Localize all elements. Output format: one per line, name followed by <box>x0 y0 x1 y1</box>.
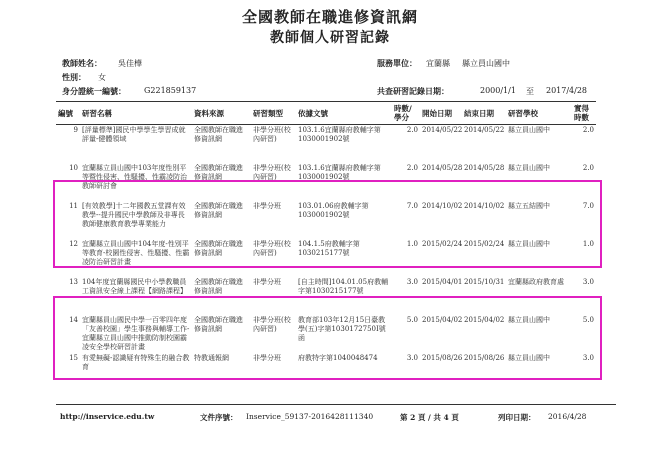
header-no: 編號 <box>56 102 80 125</box>
row-type: 非學分班(校內研習) <box>253 126 291 143</box>
row-hours: 3.0 <box>406 278 418 286</box>
table-row <box>56 201 596 239</box>
row-source: 全國教師在職進修資訊網 <box>194 240 243 257</box>
header-start: 開始日期 <box>420 102 462 125</box>
header-earned: 實得時數 <box>572 102 596 125</box>
row-school: 縣立員山國中 <box>508 126 550 134</box>
row-hours: 5.0 <box>406 316 418 324</box>
row-earned: 3.0 <box>582 278 594 286</box>
row-earned: 2.0 <box>582 126 594 134</box>
row-start: 2015/04/02 <box>422 316 463 324</box>
row-end: 2015/04/02 <box>464 316 505 324</box>
row-ref: [自主時間]104.01.05府教輔字第1030215177號 <box>298 278 389 295</box>
row-ref: 教育部103年12月15日臺教學(五)字第1030172750I號函 <box>298 316 386 342</box>
row-start: 2014/05/22 <box>422 126 463 134</box>
row-school: 縣立員山國中 <box>508 316 550 324</box>
training-record-table <box>56 101 596 391</box>
row-end: 2014/10/02 <box>464 202 505 210</box>
footer-url[interactable]: http://inservice.edu.tw <box>60 412 155 421</box>
row-source: 全國教師在職進修資訊網 <box>194 316 243 333</box>
row-school: 宜蘭縣政府教育處 <box>508 278 564 286</box>
row-earned: 1.0 <box>582 240 594 248</box>
row-start: 2014/05/28 <box>422 164 463 172</box>
doc-no-label: 文件序號： <box>200 413 238 422</box>
gender-label: 性別： <box>62 72 86 82</box>
row-name: [有效教學]十二年國教五堂課有效教學--提升國民中學教師及非專長教師健康教育教學專業能力 <box>82 202 186 228</box>
header-type: 研習類型 <box>251 102 296 125</box>
row-start: 2015/04/01 <box>422 278 463 286</box>
table-row <box>56 239 596 277</box>
row-name: 有愛無礙-認識疑有特殊生的融合教育 <box>82 354 190 371</box>
table-row <box>56 353 596 391</box>
row-hours: 1.0 <box>406 240 418 248</box>
row-start: 2014/10/02 <box>422 202 463 210</box>
period-to: 2017/4/28 <box>546 86 588 95</box>
row-type: 非學分班 <box>253 202 281 210</box>
row-earned: 2.0 <box>582 164 594 172</box>
row-school: 縣立員山國中 <box>508 164 550 172</box>
row-ref: 103.1.6宜蘭縣府教輔字第1030001902號 <box>298 164 381 181</box>
row-source: 全國教師在職進修資訊網 <box>194 164 243 181</box>
row-source: 全國教師在職進修資訊網 <box>194 278 243 295</box>
table-row <box>56 277 596 315</box>
row-no: 13 <box>69 278 78 286</box>
period-from: 2000/1/1 <box>480 86 516 95</box>
row-end: 2015/02/24 <box>464 240 505 248</box>
header-hours: 時數/學分 <box>392 102 420 125</box>
gender-value: 女 <box>98 73 106 82</box>
row-name: 104年度宜蘭縣國民中小學教職員工資訊安全線上課程【網路課程】 <box>82 278 187 295</box>
row-hours: 2.0 <box>406 164 418 172</box>
header-name: 研習名稱 <box>80 102 192 125</box>
row-ref: 府教特字第1040048474 <box>298 354 378 362</box>
row-end: 2014/05/22 <box>464 126 505 134</box>
row-end: 2015/10/31 <box>464 278 505 286</box>
id-value: G221859137 <box>144 86 197 95</box>
table-row <box>56 163 596 201</box>
row-school: 縣立員山國中 <box>508 240 550 248</box>
row-name: 宜蘭縣員山國民中學一百零四年度「友善校園」學生事務與輔導工作-宜蘭縣立員山國中推動防制校園霸凌安全學校研習計畫 <box>82 316 190 351</box>
row-earned: 5.0 <box>582 316 594 324</box>
row-ref: 103.1.6宜蘭縣府教輔字第1030001902號 <box>298 126 381 143</box>
row-start: 2015/02/24 <box>422 240 463 248</box>
teacher-name: 吳佳樺 <box>118 59 142 68</box>
row-no: 11 <box>69 202 78 210</box>
period-to-label: 至 <box>526 87 534 96</box>
table-header-row <box>56 102 596 125</box>
header-source: 資料來源 <box>192 102 251 125</box>
row-no: 9 <box>73 126 78 134</box>
row-name: [評量標準]國民中學學生學習成就評量-健體領域 <box>82 126 186 143</box>
row-ref: 104.1.5府教輔字第1030215177號 <box>298 240 360 257</box>
header-ref: 依據文號 <box>296 102 392 125</box>
unit-school: 縣立員山國中 <box>462 59 510 68</box>
id-label: 身分證統一編號： <box>62 86 126 96</box>
row-type: 非學分班(校內研習) <box>253 164 291 181</box>
print-date-label: 列印日期： <box>498 413 536 422</box>
print-date: 2016/4/28 <box>548 412 587 421</box>
row-end: 2014/05/28 <box>464 164 505 172</box>
row-earned: 7.0 <box>582 202 594 210</box>
row-school: 縣立員山國中 <box>508 354 550 362</box>
table-row <box>56 125 596 164</box>
unit-label: 服務單位： <box>377 58 417 68</box>
row-start: 2015/08/26 <box>422 354 463 362</box>
row-no: 14 <box>69 316 78 324</box>
doc-no: Inservice_59137-2016428111340 <box>246 412 374 421</box>
unit-county: 宜蘭縣 <box>426 59 450 68</box>
row-type: 非學分班 <box>253 278 281 286</box>
header-end: 結束日期 <box>462 102 506 125</box>
document-subtitle: 教師個人研習記錄 <box>270 30 390 46</box>
row-hours: 7.0 <box>406 202 418 210</box>
row-type: 非學分班 <box>253 354 281 362</box>
row-hours: 2.0 <box>406 126 418 134</box>
period-label: 共查研習記錄日期： <box>377 86 449 96</box>
row-name: 宜蘭縣立員山國中104年度-性別平等教育-校園性侵害、性騷擾、性霸凌防治研習計畫 <box>82 240 190 266</box>
row-no: 10 <box>69 164 78 172</box>
document-title: 全國教師在職進修資訊網 <box>241 8 418 26</box>
row-source: 全國教師在職進修資訊網 <box>194 126 243 143</box>
row-no: 15 <box>69 354 78 362</box>
row-source: 特教通報網 <box>194 354 229 362</box>
teacher-name-label: 教師姓名： <box>62 58 102 68</box>
row-school: 縣立五結國中 <box>508 202 550 210</box>
row-earned: 3.0 <box>582 354 594 362</box>
header-school: 研習學校 <box>506 102 572 125</box>
row-ref: 103.01.06府教輔字第1030001902號 <box>298 202 369 219</box>
row-type: 非學分班(校內研習) <box>253 240 291 257</box>
row-no: 12 <box>69 240 78 248</box>
row-source: 全國教師在職進修資訊網 <box>194 202 243 219</box>
row-end: 2015/08/26 <box>464 354 505 362</box>
row-hours: 3.0 <box>406 354 418 362</box>
table-row <box>56 315 596 353</box>
row-name: 宜蘭縣立員山國中103年度性別平等暨性侵害、性騷擾、性霸凌防治教師研討會 <box>82 164 187 190</box>
footer-rule <box>56 404 616 405</box>
page-indicator: 第 2 頁 / 共 4 頁 <box>400 413 459 422</box>
row-type: 非學分班(校內研習) <box>253 316 291 333</box>
